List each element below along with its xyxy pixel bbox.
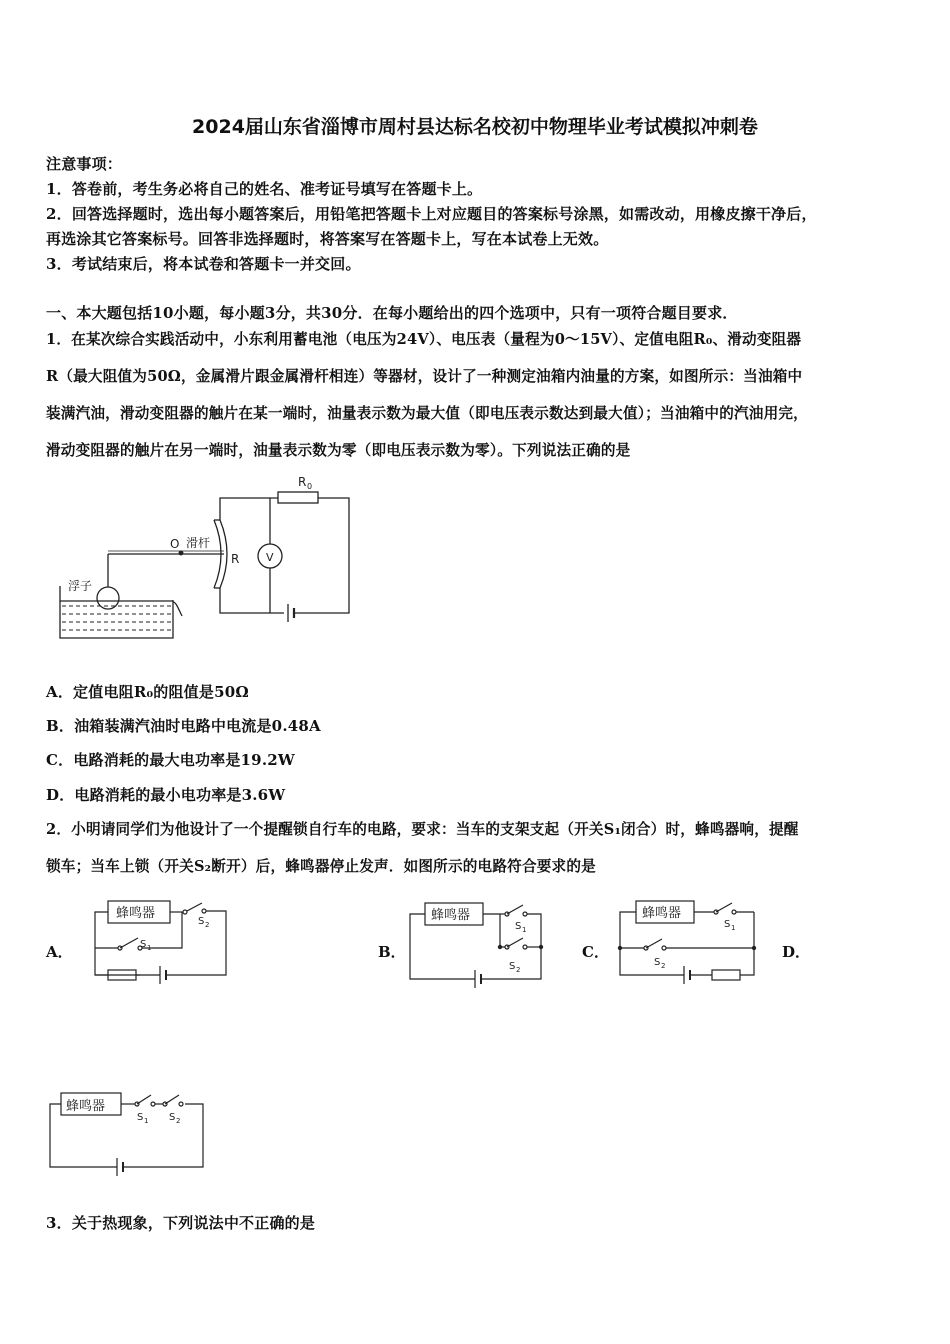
pivot-point [179,551,183,555]
switch-s2 [507,938,523,947]
q1-text: 滑动变阻器的触片在另一端时，油量表示数为零（即电压表示数为零）。下列说法正确的是 [46,442,631,459]
s1-label: S [140,939,147,950]
switch-s1 [137,1095,151,1104]
pivot-label: O [170,537,180,551]
s1-sub: 1 [144,1117,149,1125]
s1-sub: 1 [522,926,527,934]
q3-text: 3．关于热现象，下列说法中不正确的是 [46,1214,316,1232]
s2-label: S [169,1112,176,1123]
r0-label-sub: 0 [307,482,313,491]
tank-outlet [173,602,182,616]
q2-circuit-d [45,1087,215,1177]
notice-line: 3．考试结束后，将本试卷和答题卡一并交回。 [46,255,361,273]
r0-label: R [298,475,307,489]
q2-option-d-letter: D． [782,943,811,961]
s2-label: S [198,916,205,927]
section-heading: 一、本大题包括10小题，每小题3分，共30分．在每小题给出的四个选项中，只有一项符合题目要求． [46,304,738,322]
s2-label: S [509,961,516,972]
s2-sub: 2 [176,1117,181,1125]
q2-text: 2．小明请同学们为他设计了一个提醒锁自行车的电路，要求：当车的支架支起（开关S₁闭合）时，蜂鸣器响，提醒 [46,821,799,838]
switch-s1 [716,903,732,912]
q2-text: 锁车；当车上锁（开关S₂断开）后，蜂鸣器停止发声．如图所示的电路符合要求的是 [46,858,596,875]
s2-sub: 2 [516,966,521,974]
page-title: 2024届山东省淄博市周村县达标名校初中物理毕业考试模拟冲刺卷 [192,116,758,138]
s1-sub: 1 [731,924,736,932]
float-ball [97,587,119,609]
buzzer-label: 蜂鸣器 [431,908,471,923]
switch-s1 [507,905,523,914]
notice-line: 2．回答选择题时，选出每小题答案后，用铅笔把答题卡上对应题目的答案标号涂黑，如需改动，用橡皮擦干净后， [46,205,817,223]
q2-circuit-a [90,893,240,988]
q1-text: 1．在某次综合实践活动中，小东利用蓄电池（电压为24V）、电压表（量程为0～15V）、定值电阻R₀、滑动变阻器 [46,331,802,348]
rheostat-label: R [231,552,240,566]
notice-heading: 注意事项： [46,155,123,173]
q1-circuit-figure [48,468,368,643]
buzzer-label: 蜂鸣器 [116,906,156,921]
q1-option-a: A．定值电阻R₀的阻值是50Ω [46,683,249,701]
slider-label: 滑杆 [186,536,211,550]
resistor-r0 [278,492,318,503]
notice-line: 1．答卷前，考生务必将自己的姓名、准考证号填写在答题卡上。 [46,180,483,198]
q2-option-b-letter: B． [378,943,406,961]
q2-circuit-c [614,893,764,988]
buzzer-label: 蜂鸣器 [66,1099,106,1114]
q1-text: 装满汽油，滑动变阻器的触片在某一端时，油量表示数为最大值（即电压表示数达到最大值）；当油箱中的汽油用完， [46,405,808,422]
float-label: 浮子 [68,579,93,593]
s1-label: S [515,921,522,932]
q1-option-b: B．油箱装满汽油时电路中电流是0.48A [46,717,321,735]
q2-option-c-letter: C． [582,943,609,961]
s1-sub: 1 [147,944,152,952]
notice-line: 再选涂其它答案标号。回答非选择题时，将答案写在答题卡上，写在本试卷上无效。 [46,230,609,248]
s2-sub: 2 [205,921,210,929]
q1-option-d: D．电路消耗的最小电功率是3.6W [46,786,286,804]
q1-option-c: C．电路消耗的最大电功率是19.2W [46,751,295,769]
s1-label: S [137,1112,144,1123]
q2-option-a-letter: A． [46,943,73,961]
s2-sub: 2 [661,962,666,970]
oil-level [62,606,171,630]
resistor [712,970,740,980]
switch-s2 [646,939,662,948]
q1-text: R（最大阻值为50Ω，金属滑片跟金属滑杆相连）等器材，设计了一种测定油箱内油量的方案，如图所示：当油箱中 [46,368,803,385]
buzzer-label: 蜂鸣器 [642,906,682,921]
s1-label: S [724,919,731,930]
switch-s2 [165,1095,179,1104]
switch-s1 [120,938,138,948]
s2-label: S [654,957,661,968]
q2-circuit-b [405,897,555,992]
voltmeter-label: V [266,551,274,564]
switch-s2 [185,903,202,912]
